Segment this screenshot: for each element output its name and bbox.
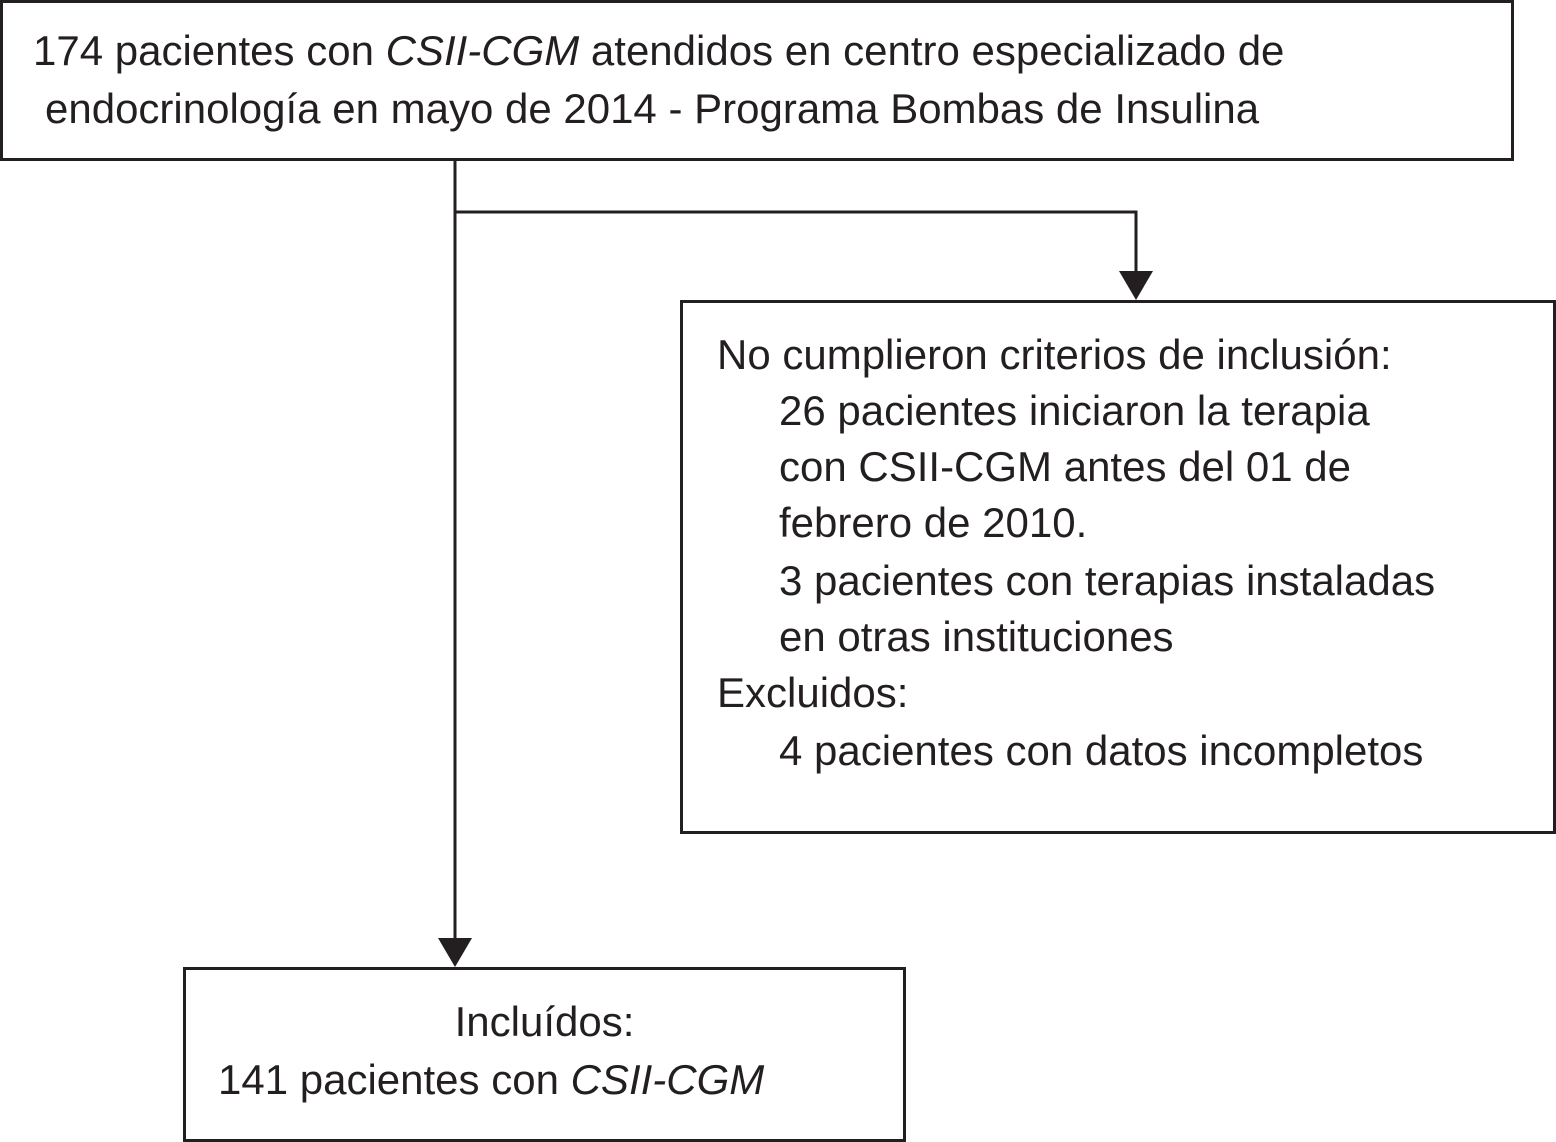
arrowhead-to-exclusion [1119,271,1153,300]
included-box [183,967,906,1142]
exclusion-item-3: 4 pacientes con datos incompletos [779,727,1424,774]
initial-population-text-b: atendidos en centro especializado de [579,27,1285,74]
branch-line-to-exclusion [455,212,1136,277]
exclusion-item-2-line-1: 3 pacientes con terapias instaladas [779,557,1436,604]
not-met-criteria-heading: No cumplieron criterios de inclusión: [717,331,1392,378]
initial-population-therapy-italic: CSII-CGM [385,27,580,74]
included-heading: Incluídos: [454,998,635,1045]
exclusion-item-1-line-2: con CSII-CGM antes del 01 de [779,443,1351,490]
included-therapy-italic: CSII-CGM [570,1056,765,1103]
exclusion-item-2-line-2: en otras instituciones [779,613,1174,660]
included-count-text: 141 pacientes con [218,1056,571,1103]
exclusion-box [680,300,1556,834]
excluded-heading: Excluidos: [717,669,909,716]
initial-population-line-1 [33,23,1284,79]
initial-population-box [0,0,1514,161]
arrowhead-to-included [438,938,472,967]
exclusion-item-1-line-3: febrero de 2010. [779,499,1088,546]
initial-population-line-2: endocrinología en mayo de 2014 - Programa Bombas de Insulina [45,85,1260,132]
initial-population-text-a: 174 pacientes con [33,27,386,74]
included-count-line [218,1052,764,1108]
exclusion-item-1-line-1: 26 pacientes iniciaron la terapia [779,387,1370,434]
